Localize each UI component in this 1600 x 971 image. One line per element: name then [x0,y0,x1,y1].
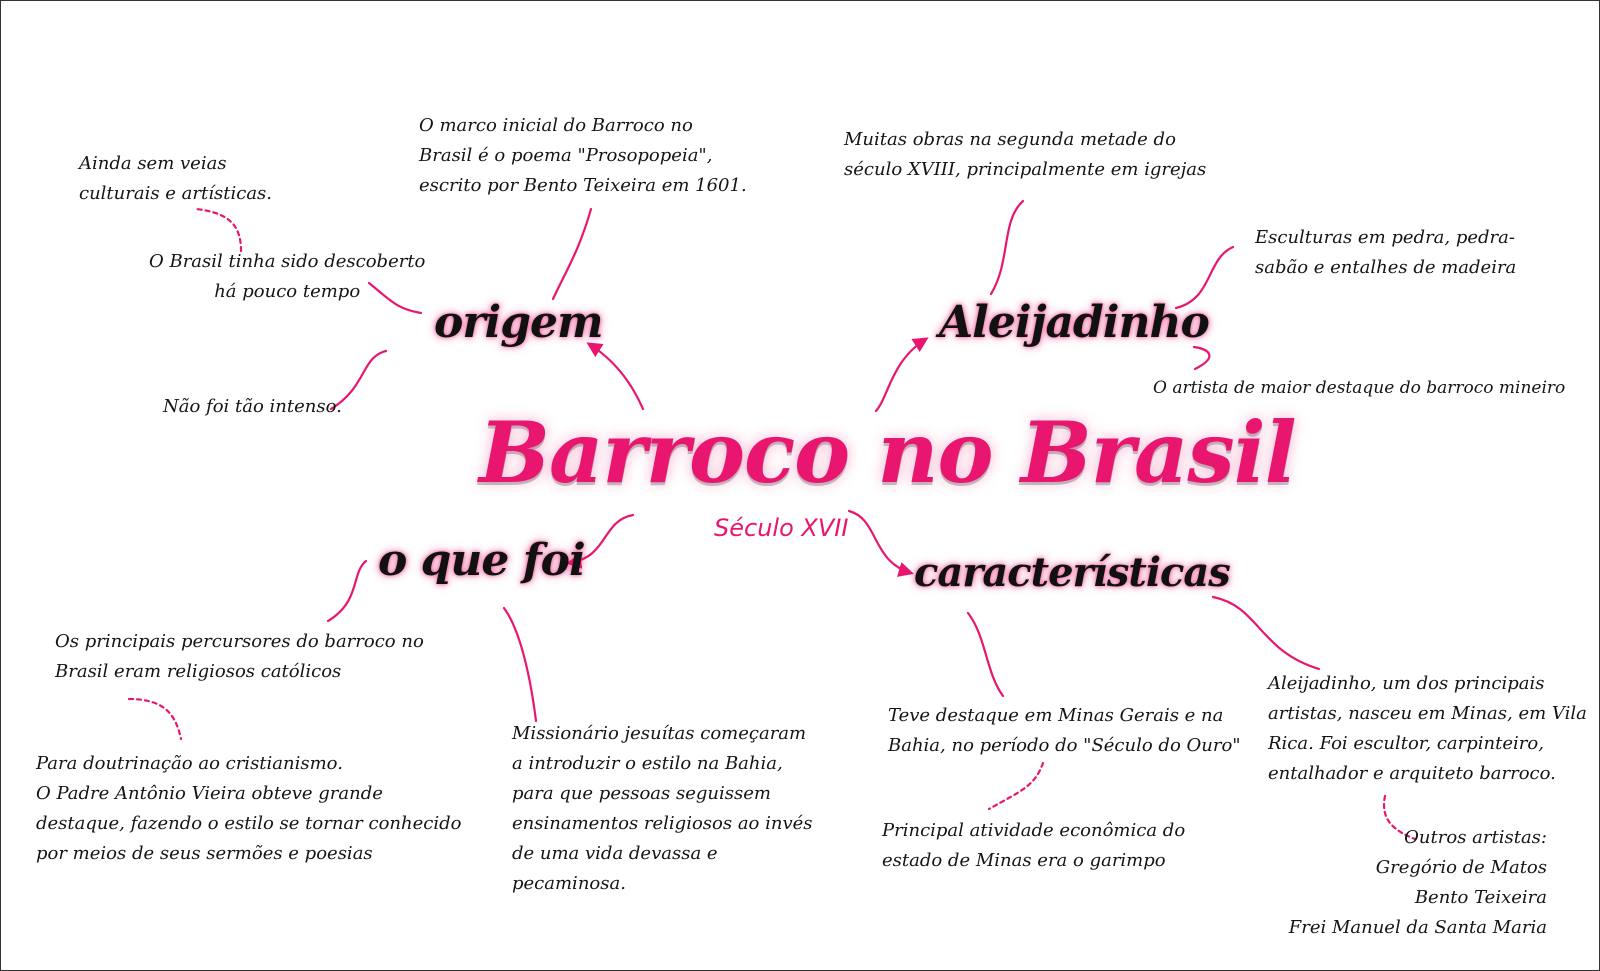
note-marco-inicial: O marco inicial do Barroco no Brasil é o poema "Prosopopeia", escrito por Bento Teixeira em 1601. [419,115,747,196]
line-origem-to-marco [553,209,591,299]
arrow-to-caracteristicas [849,511,911,573]
note-outros-artistas: Outros artistas: Gregório de Matos Bento Teixeira Frei Manuel da Santa Maria [1288,827,1547,938]
note-missionario: Missionário jesuítas começaram a introduzir o estilo na Bahia, para que pessoas seguissem ensinamentos religiosos ao invés de uma vida devassa e pecaminosa. [512,723,813,894]
branch-aleijadinho: Aleijadinho [939,297,1209,348]
note-nao-intenso: Não foi tão intenso. [163,396,342,417]
line-aleijadinho-to-destaque [1194,347,1209,369]
dashed-percursores-to-doutrinacao [129,699,181,739]
note-esculturas: Esculturas em pedra, pedra- sabão e entalhes de madeira [1255,227,1517,278]
note-aleijadinho-bio: Aleijadinho, um dos principais artistas, nasceu em Minas, em Vila Rica. Foi escultor, carpinteiro, entalhador e arquiteto barroco. [1268,673,1587,784]
line-aleijadinho-to-obras [991,201,1023,294]
line-caracteristicas-to-destaque [968,613,1003,696]
branch-origem: origem [434,297,603,348]
dashed-descoberto-to-veias [196,209,241,251]
line-oquefoi-to-percursores [328,561,366,621]
note-veias: Ainda sem veias culturais e artísticas. [79,153,273,204]
arrow-to-origem [589,344,643,409]
note-doutrinacao: Para doutrinação ao cristianismo. O Padre Antônio Vieira obteve grande destaque, fazendo o estilo se tornar conhecido por meios de seus sermões e poesias [36,753,462,864]
note-descoberto: O Brasil tinha sido descoberto há pouco tempo [149,251,426,302]
branch-o-que-foi: o que foi [378,535,585,586]
line-oquefoi-to-missionario [504,608,536,721]
note-obras: Muitas obras na segunda metade do século XVIII, principalmente em igrejas [844,129,1207,180]
subtitle: Século XVII [714,514,849,542]
note-garimpo: Principal atividade econômica do estado de Minas era o garimpo [882,820,1186,871]
arrow-to-aleijadinho [876,339,926,411]
dashed-destaque-to-garimpo [989,763,1043,809]
branch-caracteristicas: características [914,549,1230,596]
note-percursores: Os principais percursores do barroco no Brasil eram religiosos católicos [55,631,424,682]
note-minas-bahia: Teve destaque em Minas Gerais e na Bahia, no período do "Século do Ouro" [888,705,1241,756]
main-title: Barroco no Brasil [479,403,1296,502]
line-caracteristicas-to-aleijadinho-bio [1213,597,1319,669]
note-maior-destaque: O artista de maior destaque do barroco mineiro [1153,378,1566,398]
